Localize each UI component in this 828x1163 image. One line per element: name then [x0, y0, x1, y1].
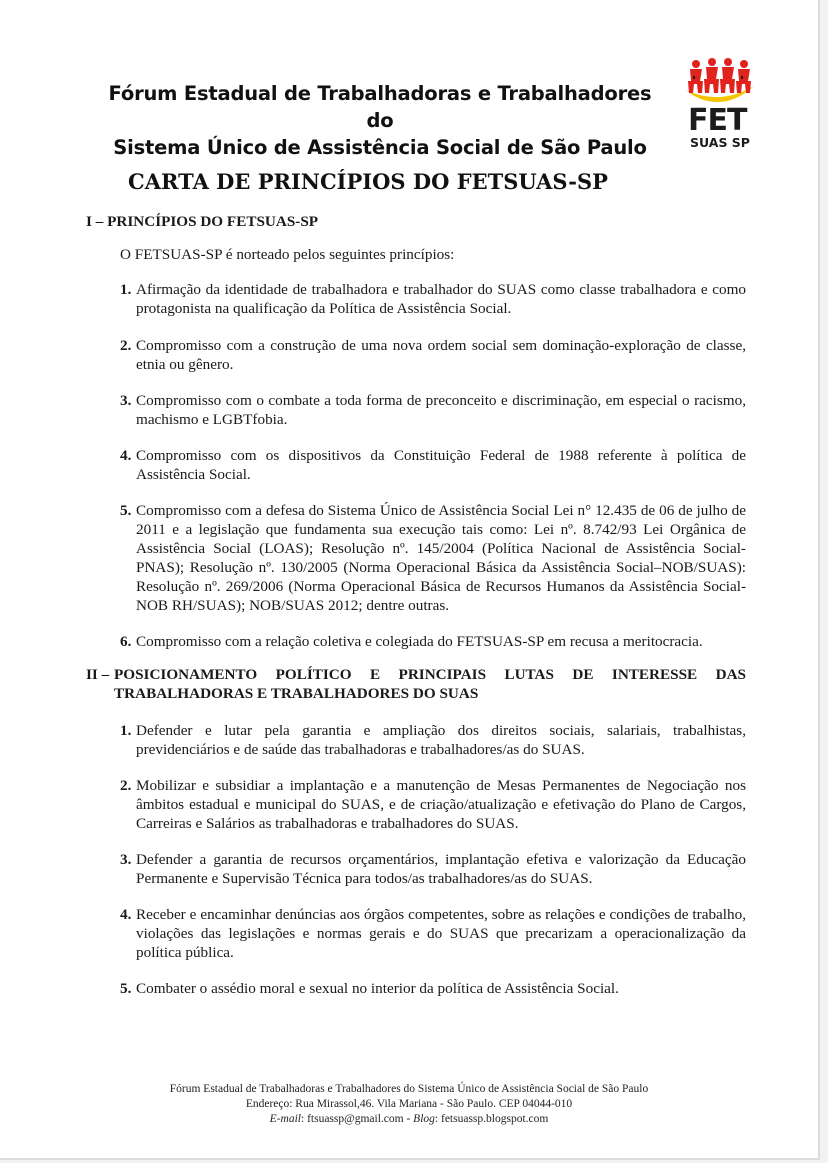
document-body	[86, 212, 746, 998]
list-item-text: Combater o assédio moral e sexual no interior da política de Assistência Social.	[136, 980, 619, 997]
logo-subtext: SUAS SP	[690, 135, 750, 150]
list-item	[120, 446, 746, 484]
section-2-list	[86, 721, 746, 998]
list-item-number: 3.	[120, 851, 132, 868]
list-item-text: Receber e encaminhar denúncias aos órgãos competentes, sobre as relações e condições de trabalho, violações das legislações e normas gerais e do SUAS que precarizam a operacionalização da política pública.	[136, 906, 746, 961]
list-item-number: 1.	[120, 281, 132, 298]
header-line-2: Sistema Único de Assistência Social de São Paulo	[113, 136, 647, 159]
section-1-heading: I – PRINCÍPIOS DO FETSUAS-SP	[86, 213, 319, 230]
list-item	[120, 501, 746, 615]
list-item-number: 2.	[120, 337, 132, 354]
list-item-text: Mobilizar e subsidiar a implantação e a manutenção de Mesas Permanentes de Negociação nos âmbitos estadual e municipal do SUAS, e de criação/atualização e efetivação do Plano de Cargos, Carreiras e Salários as trabalhadoras e trabalhadores do SUAS.	[136, 777, 746, 832]
list-item	[120, 391, 746, 429]
section-2-number: II –	[86, 666, 110, 683]
list-item	[120, 632, 746, 651]
footer-email-label: E-mail	[269, 1113, 301, 1125]
list-item-text: Compromisso com a relação coletiva e colegiada do FETSUAS-SP em recusa a meritocracia.	[136, 633, 703, 650]
list-item-text: Compromisso com a defesa do Sistema Único de Assistência Social Lei n° 12.435 de 06 de julho de 2011 e a legislação que fundamenta sua execução tais como: Lei nº. 8.742/93 Lei Orgânica de Assistência Social (LOAS); Resolução nº. 145/2004 (Política Nacional de Assistência Social-PNAS); Resolução nº. 130/2005 (Norma Operacional Básica da Assistência Social–NOB/SUAS): Resolução nº. 269/2006 (Norma Operacional Básica de Recursos Humanos da Assistência Social-NOB RH/SUAS); NOB/SUAS 2012; dentre outras.	[136, 502, 746, 614]
footer-blog-label: Blog	[413, 1113, 435, 1125]
footer-line-1: Fórum Estadual de Trabalhadoras e Trabalhadores do Sistema Único de Assistência Social de São Paulo	[169, 1083, 649, 1095]
section-1-intro: O FETSUAS-SP é norteado pelos seguintes princípios:	[120, 246, 455, 263]
header-line-1: Fórum Estadual de Trabalhadoras e Trabalhadores do	[108, 82, 652, 132]
document-title: CARTA DE PRINCÍPIOS DO FETSUAS-SP	[128, 169, 608, 194]
list-item-text: Defender e lutar pela garantia e ampliação dos direitos sociais, salariais, trabalhistas, previdenciários e de saúde das trabalhadoras e trabalhadores/as do SUAS.	[136, 722, 746, 758]
list-item-number: 6.	[120, 633, 132, 650]
list-item-number: 4.	[120, 906, 132, 923]
section-2-title: POSICIONAMENTO POLÍTICO E PRINCIPAIS LUTAS DE INTERESSE DAS TRABALHADORAS E TRABALHADORES DO SUAS	[114, 666, 746, 702]
list-item-text: Afirmação da identidade de trabalhadora e trabalhador do SUAS como classe trabalhadora e como protagonista na qualificação da Política de Assistência Social.	[136, 281, 746, 317]
list-item-number: 5.	[120, 980, 132, 997]
list-item	[120, 721, 746, 759]
list-item-number: 4.	[120, 447, 132, 464]
list-item	[120, 850, 746, 888]
footer-contact: E-mail: ftsuassp@gmail.com - Blog: fetsuassp.blogspot.com	[269, 1113, 549, 1125]
list-item	[120, 336, 746, 374]
forum-header	[100, 80, 660, 161]
list-item	[120, 905, 746, 962]
list-item-text: Compromisso com a construção de uma nova ordem social sem dominação-exploração de classe, etnia ou gênero.	[136, 337, 746, 373]
list-item-number: 2.	[120, 777, 132, 794]
list-item-number: 5.	[120, 502, 132, 519]
section-2-heading	[86, 665, 746, 703]
document-footer	[0, 1082, 818, 1127]
list-item-text: Defender a garantia de recursos orçamentários, implantação efetiva e valorização da Educação Permanente e Supervisão Técnica para todos/as trabalhadores/as do SUAS.	[136, 851, 746, 887]
section-1-list	[86, 280, 746, 651]
list-item-text: Compromisso com o combate a toda forma de preconceito e discriminação, em especial o racismo, machismo e LGBTfobia.	[136, 392, 746, 428]
list-item	[120, 776, 746, 833]
list-item-number: 3.	[120, 392, 132, 409]
list-item-number: 1.	[120, 722, 132, 739]
logo-wordmark: FET	[688, 103, 747, 138]
list-item	[120, 280, 746, 318]
footer-address: Endereço: Rua Mirassol,46. Vila Mariana - São Paulo. CEP 04044-010	[245, 1098, 573, 1110]
footer-email[interactable]: ftsuassp@gmail.com	[307, 1113, 404, 1125]
list-item-text: Compromisso com os dispositivos da Constituição Federal de 1988 referente à política de Assistência Social.	[136, 447, 746, 483]
footer-blog[interactable]: fetsuassp.blogspot.com	[440, 1113, 549, 1125]
list-item	[120, 979, 746, 998]
